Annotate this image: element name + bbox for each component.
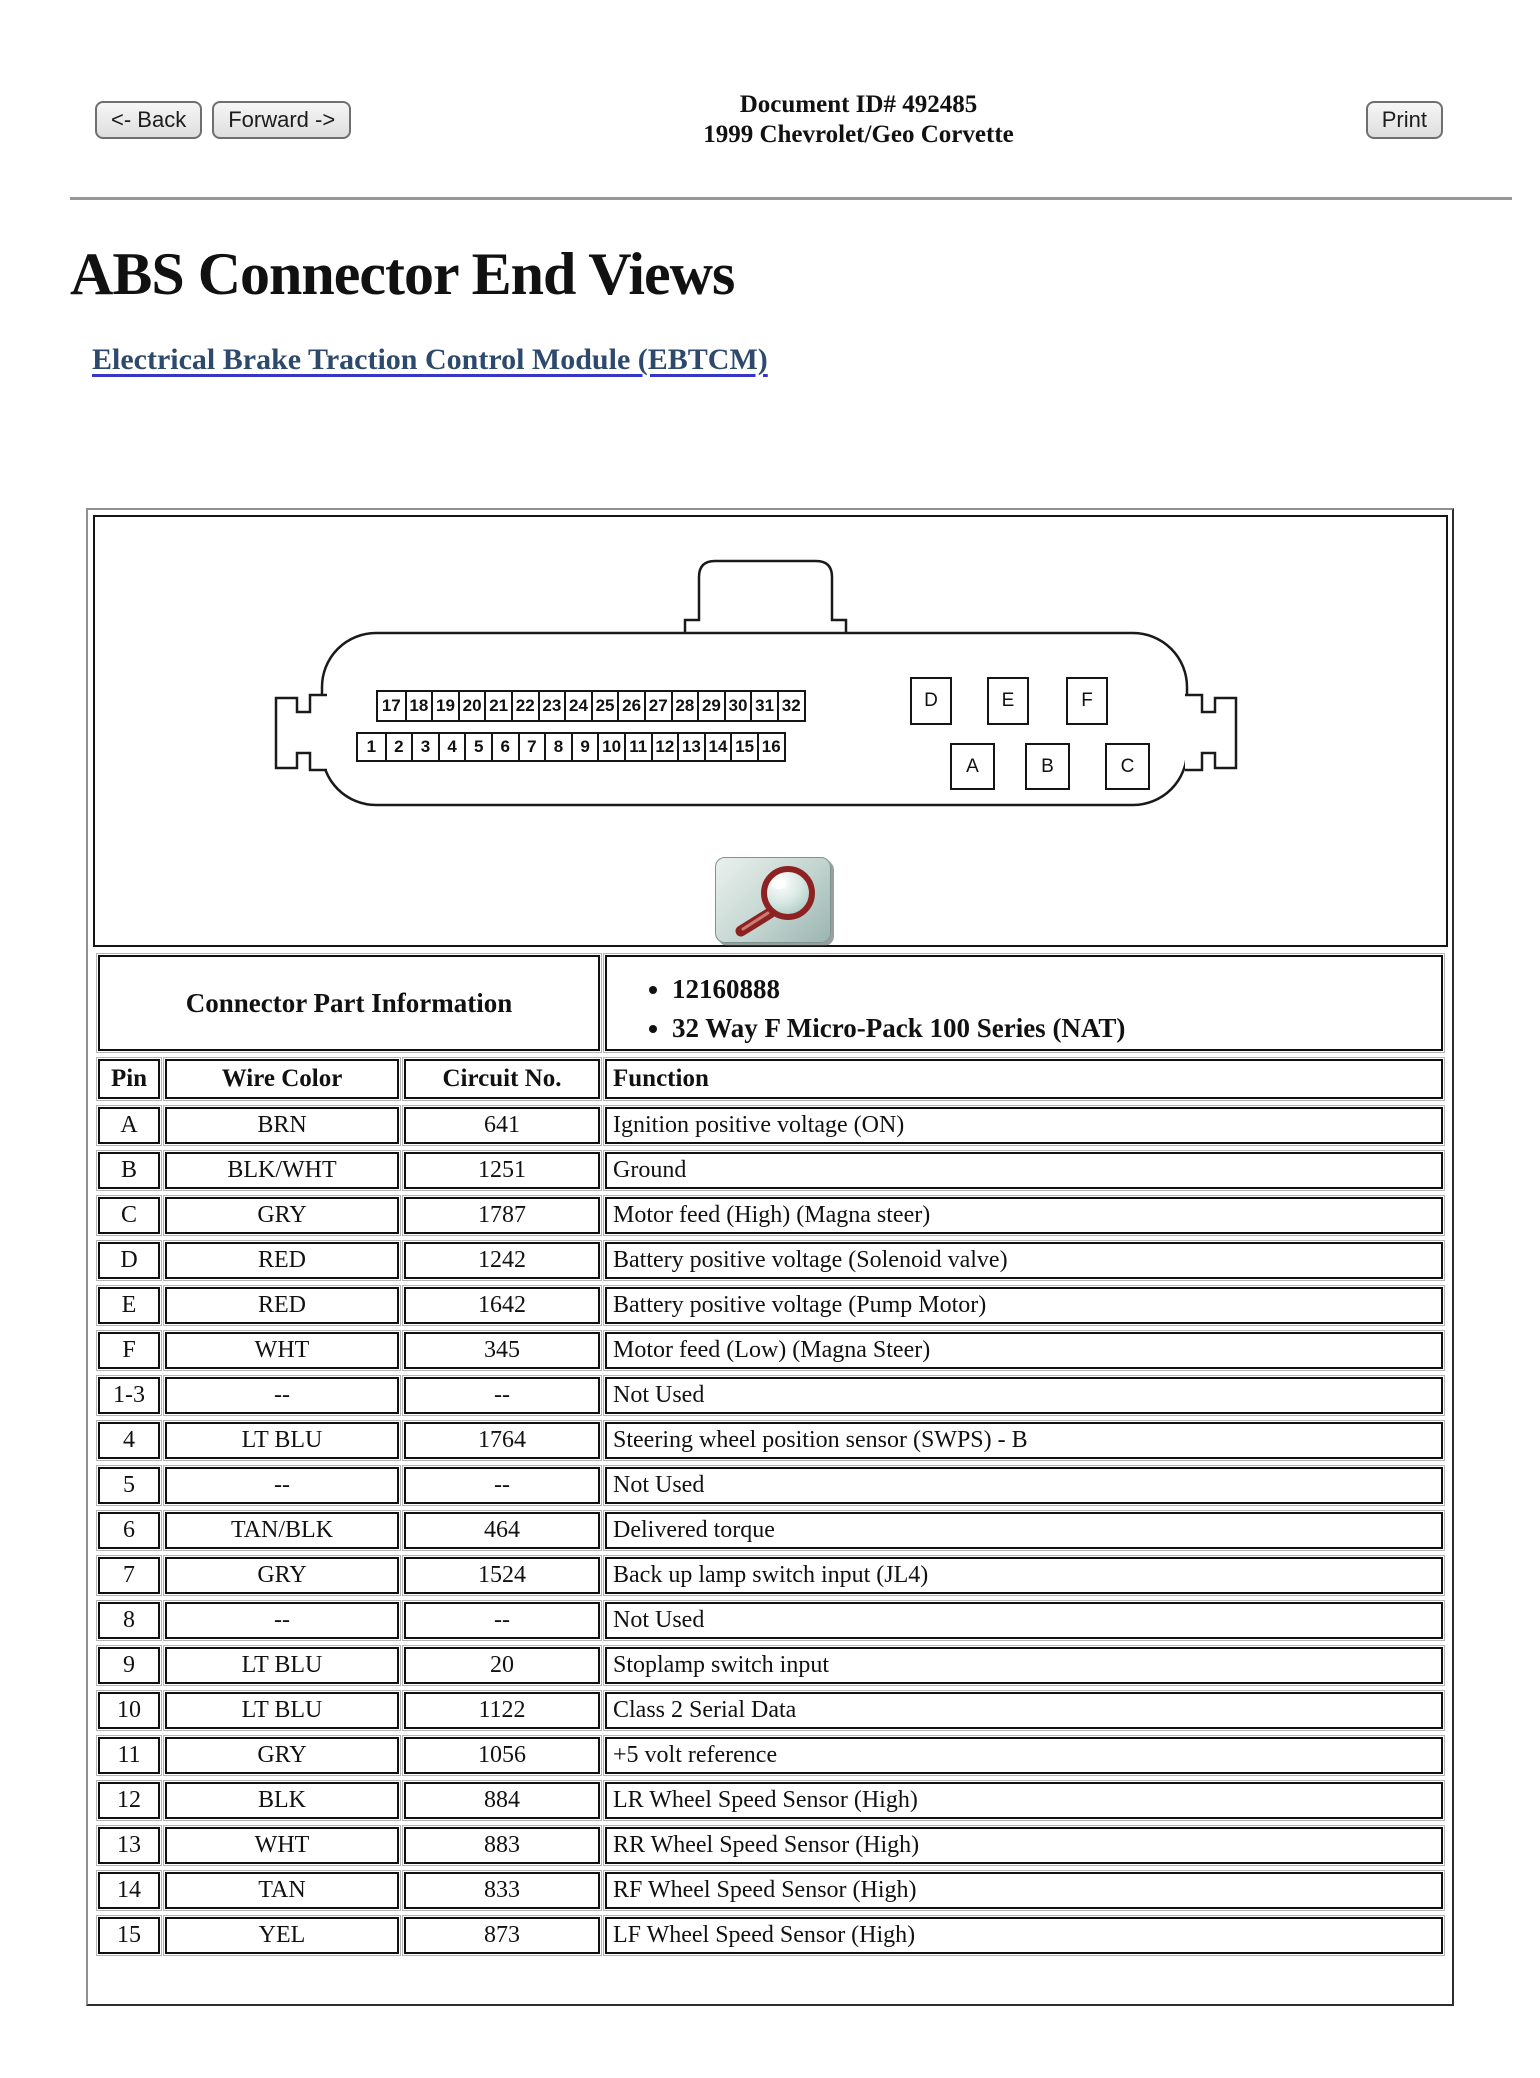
pin-cell: 11 bbox=[98, 1737, 160, 1774]
pin-box-A: A bbox=[950, 743, 995, 790]
circuit-no-cell: 1642 bbox=[404, 1287, 600, 1324]
circuit-no-cell: 20 bbox=[404, 1647, 600, 1684]
circuit-no-cell: 1242 bbox=[404, 1242, 600, 1279]
wire-color-cell: -- bbox=[165, 1467, 399, 1504]
circuit-no-cell: -- bbox=[404, 1377, 600, 1414]
wire-color-cell: WHT bbox=[165, 1827, 399, 1864]
table-row bbox=[98, 1917, 1443, 1954]
ebtcm-link[interactable]: Electrical Brake Traction Control Module (EBTCM) bbox=[92, 343, 768, 376]
part-info-item: • 12160888 bbox=[672, 970, 1440, 1009]
pin-cell: 4 bbox=[98, 1422, 160, 1459]
function-cell: RF Wheel Speed Sensor (High) bbox=[605, 1872, 1443, 1909]
part-info-row bbox=[98, 955, 1443, 1051]
wire-color-cell: -- bbox=[165, 1377, 399, 1414]
circuit-no-cell: 883 bbox=[404, 1827, 600, 1864]
wire-color-cell: BLK/WHT bbox=[165, 1152, 399, 1189]
table-row bbox=[98, 1692, 1443, 1729]
function-cell: RR Wheel Speed Sensor (High) bbox=[605, 1827, 1443, 1864]
pin-number-row bbox=[376, 690, 806, 722]
pin-box-19: 19 bbox=[431, 692, 458, 720]
function-cell: LF Wheel Speed Sensor (High) bbox=[605, 1917, 1443, 1954]
document-id: Document ID# 492485 bbox=[739, 90, 978, 118]
zoom-icon-button[interactable] bbox=[715, 857, 831, 943]
wire-color-cell: YEL bbox=[165, 1917, 399, 1954]
pin-cell: B bbox=[98, 1152, 160, 1189]
function-cell: Battery positive voltage (Solenoid valve) bbox=[605, 1242, 1443, 1279]
wire-color-cell: -- bbox=[165, 1602, 399, 1639]
connector-top-tab bbox=[685, 561, 846, 633]
pin-box-C: C bbox=[1105, 743, 1150, 790]
pin-table-body bbox=[98, 955, 1443, 1954]
pin-box-F: F bbox=[1066, 677, 1108, 725]
table-row bbox=[98, 1512, 1443, 1549]
pin-cell: 7 bbox=[98, 1557, 160, 1594]
column-header-pin: Pin bbox=[98, 1059, 160, 1099]
pin-box-17: 17 bbox=[381, 696, 401, 715]
pin-cell: E bbox=[98, 1287, 160, 1324]
pin-cell: 14 bbox=[98, 1872, 160, 1909]
pin-box-1: 1 bbox=[366, 737, 377, 756]
wire-color-cell: LT BLU bbox=[165, 1692, 399, 1729]
wire-color-cell: TAN bbox=[165, 1872, 399, 1909]
top-toolbar bbox=[95, 85, 1443, 155]
pin-cell: D bbox=[98, 1242, 160, 1279]
pin-cell: 9 bbox=[98, 1647, 160, 1684]
pin-box-18: 18 bbox=[405, 692, 432, 720]
wire-color-cell: BLK bbox=[165, 1782, 399, 1819]
function-cell: Class 2 Serial Data bbox=[605, 1692, 1443, 1729]
pin-box-26: 26 bbox=[617, 692, 644, 720]
pin-cell: 1-3 bbox=[98, 1377, 160, 1414]
table-row bbox=[98, 1287, 1443, 1324]
pin-cell: A bbox=[98, 1107, 160, 1144]
function-cell: Ground bbox=[605, 1152, 1443, 1189]
connector-diagram bbox=[93, 515, 1448, 947]
back-button[interactable]: <- Back bbox=[95, 101, 202, 139]
pin-cell: 5 bbox=[98, 1467, 160, 1504]
pin-box-12: 12 bbox=[651, 734, 678, 760]
circuit-no-cell: 464 bbox=[404, 1512, 600, 1549]
circuit-no-cell: 1764 bbox=[404, 1422, 600, 1459]
table-header-row bbox=[98, 1059, 1443, 1099]
circuit-no-cell: 884 bbox=[404, 1782, 600, 1819]
pin-cell: 8 bbox=[98, 1602, 160, 1639]
circuit-no-cell: 345 bbox=[404, 1332, 600, 1369]
circuit-no-cell: -- bbox=[404, 1602, 600, 1639]
part-info-values bbox=[605, 955, 1443, 1051]
part-info-list bbox=[608, 970, 1440, 1048]
pin-box-16: 16 bbox=[757, 734, 784, 760]
table-row bbox=[98, 1422, 1443, 1459]
pin-box-22: 22 bbox=[511, 692, 538, 720]
wire-color-cell: GRY bbox=[165, 1737, 399, 1774]
pin-box-23: 23 bbox=[538, 692, 565, 720]
table-row bbox=[98, 1332, 1443, 1369]
pin-box-29: 29 bbox=[697, 692, 724, 720]
pin-cell: C bbox=[98, 1197, 160, 1234]
function-cell: Ignition positive voltage (ON) bbox=[605, 1107, 1443, 1144]
pin-box-21: 21 bbox=[484, 692, 511, 720]
pin-box-5: 5 bbox=[464, 734, 491, 760]
column-header-wire-color: Wire Color bbox=[165, 1059, 399, 1099]
table-row bbox=[98, 1152, 1443, 1189]
pin-box-10: 10 bbox=[597, 734, 624, 760]
forward-button[interactable]: Forward -> bbox=[212, 101, 351, 139]
pin-box-11: 11 bbox=[624, 734, 651, 760]
table-row bbox=[98, 1107, 1443, 1144]
pin-box-31: 31 bbox=[750, 692, 777, 720]
table-row bbox=[98, 1377, 1443, 1414]
wire-color-cell: WHT bbox=[165, 1332, 399, 1369]
connector-right-ear bbox=[1185, 695, 1236, 770]
circuit-no-cell: 873 bbox=[404, 1917, 600, 1954]
function-cell: Not Used bbox=[605, 1377, 1443, 1414]
function-cell: Not Used bbox=[605, 1602, 1443, 1639]
vehicle-name: 1999 Chevrolet/Geo Corvette bbox=[703, 121, 1014, 148]
table-row bbox=[98, 1872, 1443, 1909]
nav-button-group bbox=[95, 101, 351, 139]
wire-color-cell: BRN bbox=[165, 1107, 399, 1144]
wire-color-cell: GRY bbox=[165, 1557, 399, 1594]
pin-box-27: 27 bbox=[644, 692, 671, 720]
table-row bbox=[98, 1647, 1443, 1684]
connector-table bbox=[93, 947, 1448, 1962]
pin-cell: 6 bbox=[98, 1512, 160, 1549]
content-frame bbox=[86, 508, 1454, 2006]
table-row bbox=[98, 1782, 1443, 1819]
table-row bbox=[98, 1467, 1443, 1504]
table-row bbox=[98, 1602, 1443, 1639]
pin-box-4: 4 bbox=[438, 734, 465, 760]
circuit-no-cell: 641 bbox=[404, 1107, 600, 1144]
pin-box-7: 7 bbox=[518, 734, 545, 760]
pin-cell: 13 bbox=[98, 1827, 160, 1864]
pin-box-3: 3 bbox=[411, 734, 438, 760]
function-cell: Stoplamp switch input bbox=[605, 1647, 1443, 1684]
function-cell: Not Used bbox=[605, 1467, 1443, 1504]
part-info-label: Connector Part Information bbox=[98, 955, 600, 1051]
print-button[interactable]: Print bbox=[1366, 101, 1443, 139]
wire-color-cell: TAN/BLK bbox=[165, 1512, 399, 1549]
circuit-no-cell: 1056 bbox=[404, 1737, 600, 1774]
function-cell: +5 volt reference bbox=[605, 1737, 1443, 1774]
pin-box-15: 15 bbox=[730, 734, 757, 760]
pin-box-28: 28 bbox=[671, 692, 698, 720]
wire-color-cell: GRY bbox=[165, 1197, 399, 1234]
column-header-circuit-no-: Circuit No. bbox=[404, 1059, 600, 1099]
function-cell: Battery positive voltage (Pump Motor) bbox=[605, 1287, 1443, 1324]
function-cell: Motor feed (Low) (Magna Steer) bbox=[605, 1332, 1443, 1369]
connector-left-ear bbox=[276, 695, 327, 770]
pin-cell: 15 bbox=[98, 1917, 160, 1954]
table-row bbox=[98, 1557, 1443, 1594]
pin-box-30: 30 bbox=[724, 692, 751, 720]
pin-cell: 10 bbox=[98, 1692, 160, 1729]
table-row bbox=[98, 1242, 1443, 1279]
wire-color-cell: RED bbox=[165, 1242, 399, 1279]
wire-color-cell: LT BLU bbox=[165, 1422, 399, 1459]
pin-box-14: 14 bbox=[704, 734, 731, 760]
pin-cell: 12 bbox=[98, 1782, 160, 1819]
circuit-no-cell: 1122 bbox=[404, 1692, 600, 1729]
column-header-function: Function bbox=[605, 1059, 1443, 1099]
wire-color-cell: LT BLU bbox=[165, 1647, 399, 1684]
function-cell: Delivered torque bbox=[605, 1512, 1443, 1549]
part-info-item: • 32 Way F Micro-Pack 100 Series (NAT) bbox=[672, 1009, 1440, 1048]
pin-cell: F bbox=[98, 1332, 160, 1369]
pin-box-20: 20 bbox=[458, 692, 485, 720]
pin-box-B: B bbox=[1025, 743, 1070, 790]
function-cell: Back up lamp switch input (JL4) bbox=[605, 1557, 1443, 1594]
function-cell: LR Wheel Speed Sensor (High) bbox=[605, 1782, 1443, 1819]
table-row bbox=[98, 1737, 1443, 1774]
pin-box-2: 2 bbox=[385, 734, 412, 760]
circuit-no-cell: 1251 bbox=[404, 1152, 600, 1189]
pin-box-6: 6 bbox=[491, 734, 518, 760]
circuit-no-cell: 833 bbox=[404, 1872, 600, 1909]
pin-number-row bbox=[356, 732, 786, 762]
magnifier-icon bbox=[716, 858, 830, 942]
pin-box-9: 9 bbox=[571, 734, 598, 760]
table-row bbox=[98, 1827, 1443, 1864]
pin-box-E: E bbox=[987, 677, 1029, 725]
circuit-no-cell: -- bbox=[404, 1467, 600, 1504]
pin-box-8: 8 bbox=[544, 734, 571, 760]
pin-box-13: 13 bbox=[677, 734, 704, 760]
header-divider bbox=[70, 197, 1512, 200]
circuit-no-cell: 1787 bbox=[404, 1197, 600, 1234]
pin-box-D: D bbox=[910, 677, 952, 725]
document-header bbox=[351, 90, 1366, 151]
function-cell: Motor feed (High) (Magna steer) bbox=[605, 1197, 1443, 1234]
table-row bbox=[98, 1197, 1443, 1234]
wire-color-cell: RED bbox=[165, 1287, 399, 1324]
circuit-no-cell: 1524 bbox=[404, 1557, 600, 1594]
pin-box-24: 24 bbox=[564, 692, 591, 720]
pin-box-25: 25 bbox=[591, 692, 618, 720]
page-title: ABS Connector End Views bbox=[70, 241, 735, 307]
function-cell: Steering wheel position sensor (SWPS) - B bbox=[605, 1422, 1443, 1459]
pin-box-32: 32 bbox=[777, 692, 804, 720]
